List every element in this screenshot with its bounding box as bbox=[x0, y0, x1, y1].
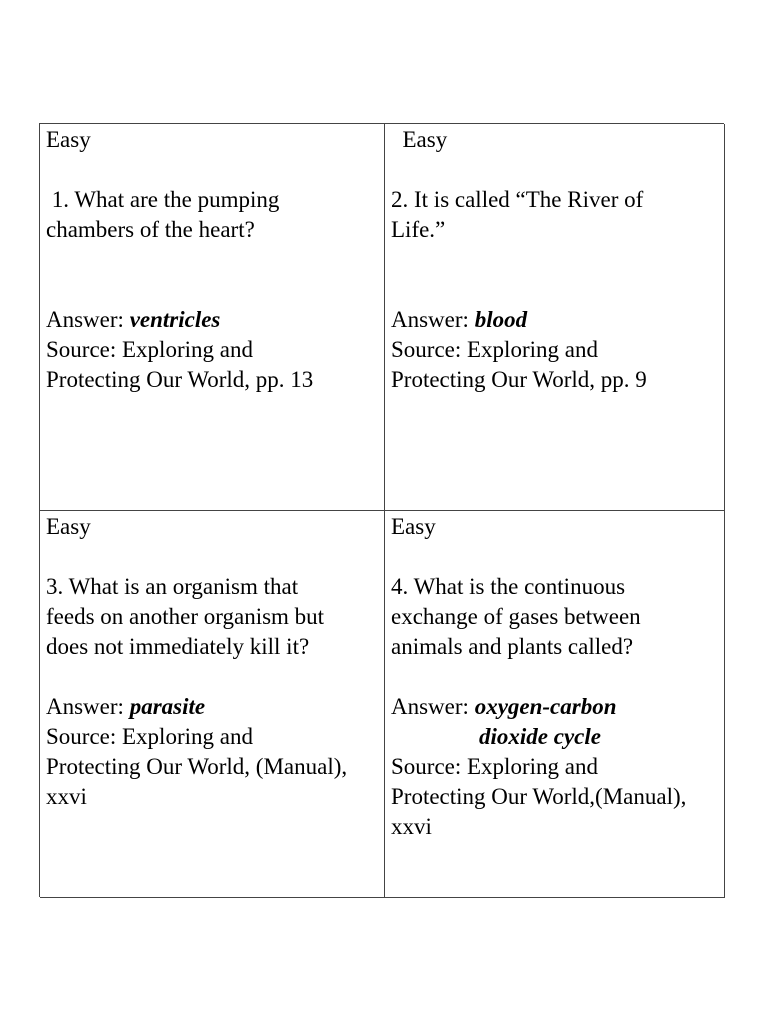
answer-line bbox=[46, 692, 378, 722]
answer-label: Answer: bbox=[391, 694, 475, 719]
source-line: Source: Exploring and bbox=[391, 754, 598, 779]
question-line: feeds on another organism but bbox=[46, 604, 325, 629]
source-line: Protecting Our World, pp. 9 bbox=[391, 367, 647, 392]
question-line: does not immediately kill it? bbox=[46, 634, 310, 659]
question-line: exchange of gases between bbox=[391, 604, 641, 629]
difficulty-label: Easy bbox=[391, 514, 436, 539]
quiz-card-2 bbox=[385, 124, 725, 511]
source-line: Source: Exploring and bbox=[46, 724, 253, 749]
quiz-card-1 bbox=[40, 124, 385, 511]
difficulty-label: Easy bbox=[46, 514, 91, 539]
source-line: Source: Exploring and bbox=[46, 337, 253, 362]
answer-label: Answer: bbox=[46, 307, 130, 332]
answer-line bbox=[46, 305, 378, 335]
quiz-card-grid bbox=[39, 123, 724, 897]
question-line: 3. What is an organism that bbox=[46, 574, 299, 599]
question-line: 4. What is the continuous bbox=[391, 574, 626, 599]
source-line: Source: Exploring and bbox=[391, 337, 598, 362]
question-line: 1. What are the pumping bbox=[46, 187, 280, 212]
quiz-card-4 bbox=[385, 511, 725, 898]
answer-value-continued: dioxide cycle bbox=[479, 724, 601, 749]
source-line: Protecting Our World,(Manual), bbox=[391, 784, 687, 809]
quiz-card-3 bbox=[40, 511, 385, 898]
question-line: 2. It is called “The River of bbox=[391, 187, 644, 212]
question-line: chambers of the heart? bbox=[46, 217, 255, 242]
difficulty-label: Easy bbox=[46, 127, 91, 152]
answer-value: parasite bbox=[129, 694, 206, 719]
answer-line bbox=[391, 305, 718, 335]
source-line: Protecting Our World, (Manual), bbox=[46, 754, 348, 779]
answer-label: Answer: bbox=[391, 307, 475, 332]
answer-line bbox=[391, 692, 718, 722]
question-line: Life.” bbox=[391, 217, 446, 242]
answer-label: Answer: bbox=[46, 694, 130, 719]
difficulty-label: Easy bbox=[391, 127, 448, 152]
answer-value: ventricles bbox=[129, 307, 221, 332]
source-line: xxvi bbox=[46, 784, 87, 809]
source-line: xxvi bbox=[391, 814, 432, 839]
answer-value: blood bbox=[474, 307, 528, 332]
answer-value: oxygen-carbon bbox=[474, 694, 617, 719]
question-line: animals and plants called? bbox=[391, 634, 634, 659]
source-line: Protecting Our World, pp. 13 bbox=[46, 367, 314, 392]
